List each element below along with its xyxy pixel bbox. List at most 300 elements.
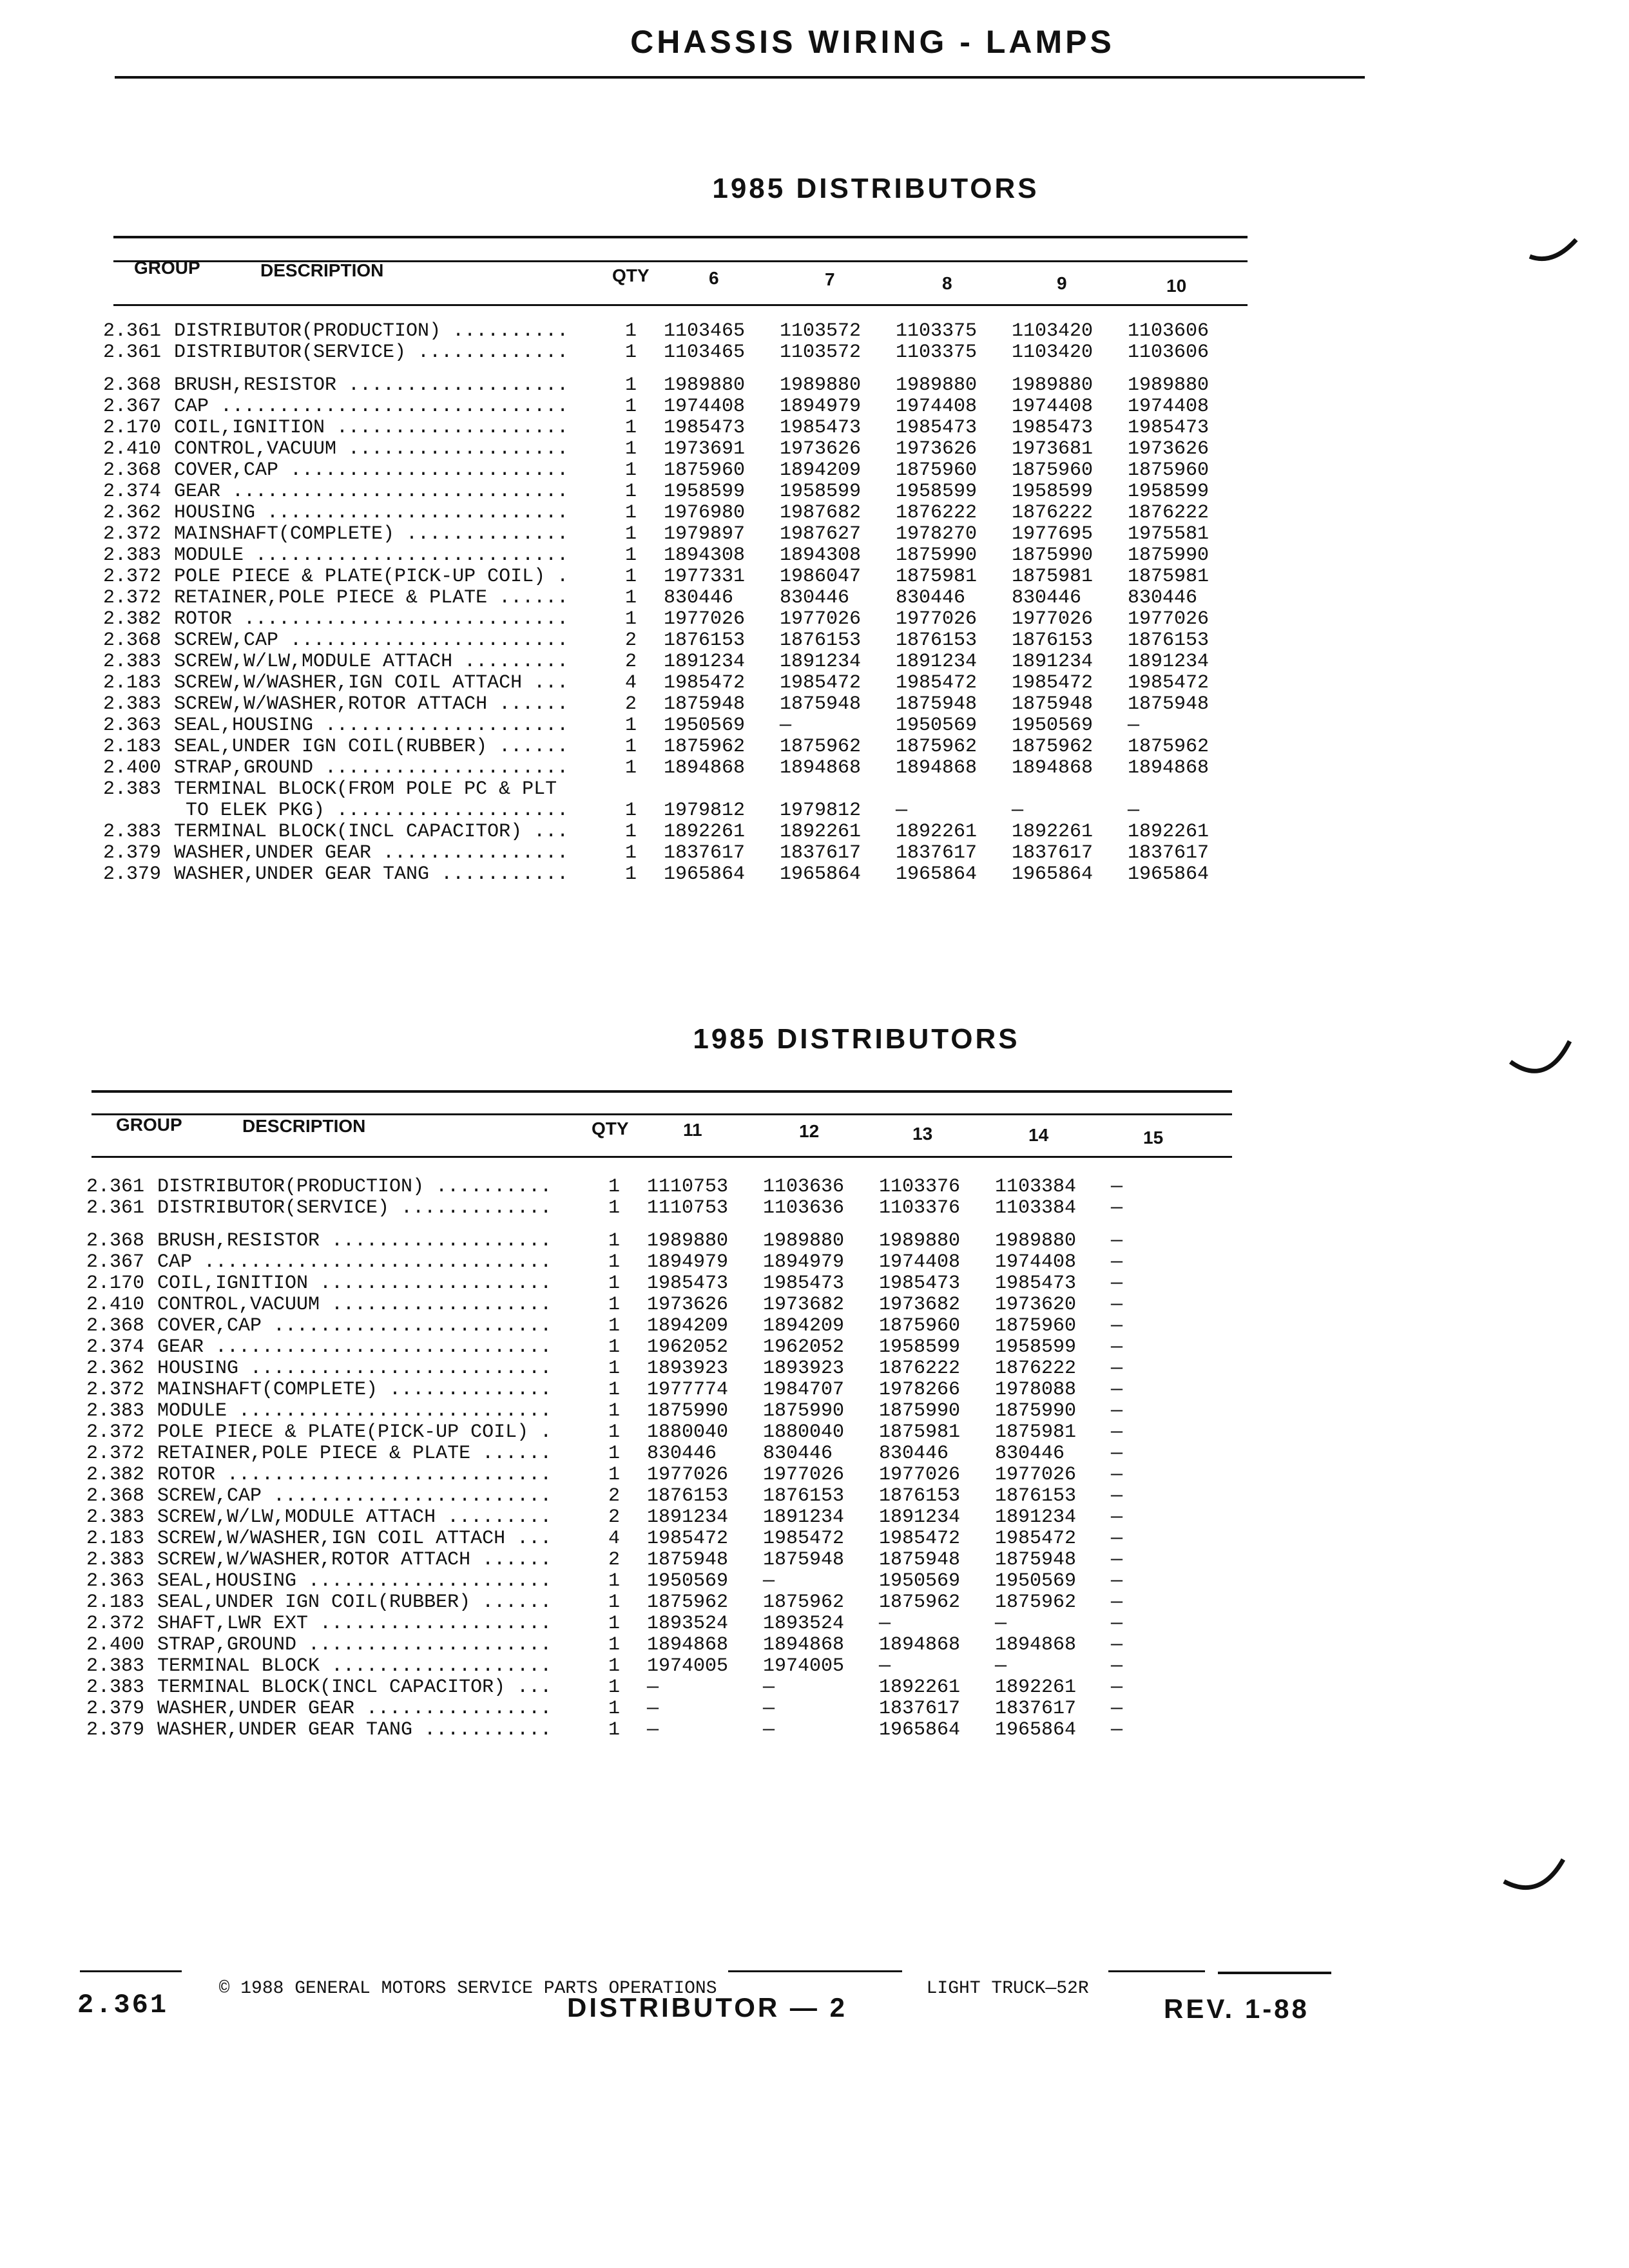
part-number: 1891234: [1012, 651, 1094, 673]
part-number: 1965864: [879, 1719, 961, 1741]
part-number: 1985472: [664, 672, 746, 694]
part-number: 830446: [879, 1443, 949, 1465]
part-number: 1103384: [995, 1197, 1077, 1219]
part-number: 1965864: [780, 863, 862, 885]
group-code: 2.383: [86, 1506, 144, 1528]
part-number: 1875962: [1012, 736, 1094, 758]
header-qty: QTY: [592, 1119, 629, 1139]
part-description: SCREW,W/WASHER,IGN COIL ATTACH ...: [157, 1528, 552, 1550]
table-row: [54, 1571, 1233, 1592]
part-number: 1875962: [995, 1591, 1077, 1613]
part-qty: 2: [625, 629, 637, 651]
part-number: 1103384: [995, 1176, 1077, 1198]
part-number: —: [1012, 800, 1024, 822]
part-number: 1103572: [780, 320, 862, 342]
part-number: 1977026: [896, 608, 978, 630]
part-number: 1894979: [647, 1251, 729, 1273]
part-number: 1974408: [664, 396, 746, 418]
part-number: 1891234: [647, 1506, 729, 1528]
part-qty: 2: [608, 1485, 621, 1507]
part-number: 1977026: [780, 608, 862, 630]
part-number: 830446: [664, 587, 734, 609]
table-row: [71, 396, 1250, 418]
part-qty: 1: [608, 1634, 621, 1656]
part-number: 1837617: [664, 842, 746, 864]
part-number: 1875960: [1012, 459, 1094, 481]
group-code: 2.383: [86, 1655, 144, 1677]
part-number: 1965864: [664, 863, 746, 885]
part-qty: 1: [625, 800, 637, 822]
part-number: 1103375: [896, 341, 978, 363]
part-qty: 1: [608, 1273, 621, 1294]
part-number: 1978266: [879, 1379, 961, 1401]
part-number: 1876153: [879, 1485, 961, 1507]
table-row: [71, 736, 1250, 758]
part-number: —: [879, 1613, 891, 1635]
part-number: —: [1111, 1176, 1123, 1198]
part-number: 1891234: [995, 1506, 1077, 1528]
part-qty: 1: [608, 1421, 621, 1443]
part-number: 1974408: [1012, 396, 1094, 418]
header-col-11: 11: [683, 1120, 702, 1140]
header-col-15: 15: [1143, 1128, 1164, 1148]
part-number: 1875990: [1128, 544, 1210, 566]
part-description: SCREW,W/WASHER,ROTOR ATTACH ......: [174, 694, 569, 715]
table-row: [54, 1486, 1233, 1507]
table-2-top-rule: [92, 1090, 1232, 1093]
group-code: 2.368: [86, 1315, 144, 1337]
part-number: 1989880: [647, 1230, 729, 1252]
part-qty: 1: [608, 1655, 621, 1677]
part-description: SEAL,UNDER IGN COIL(RUBBER) ......: [174, 736, 569, 758]
part-number: —: [1111, 1464, 1123, 1486]
part-description: CONTROL,VACUUM ...................: [174, 439, 569, 460]
part-number: 1103606: [1128, 341, 1210, 363]
part-qty: 1: [625, 736, 637, 758]
table-row: [71, 673, 1250, 694]
part-number: 1891234: [896, 651, 978, 673]
part-description: SCREW,CAP ........................: [174, 630, 569, 651]
footer-section-number: 2.361: [77, 1990, 169, 2021]
part-number: 1875948: [995, 1549, 1077, 1571]
part-qty: 1: [625, 523, 637, 545]
part-qty: 1: [625, 757, 637, 779]
group-code: 2.372: [86, 1379, 144, 1401]
part-description: TERMINAL BLOCK(FROM POLE PC & PLT: [174, 779, 557, 800]
part-description: MAINSHAFT(COMPLETE) ..............: [174, 524, 569, 545]
header-col-8: 8: [942, 273, 952, 293]
part-number: 1989880: [763, 1230, 845, 1252]
part-number: —: [995, 1655, 1007, 1677]
part-number: 1985472: [780, 672, 862, 694]
part-description: COIL,IGNITION ....................: [174, 418, 569, 439]
parts-table-1: [71, 321, 1250, 885]
table-row: [71, 715, 1250, 736]
header-col-6: 6: [709, 268, 719, 288]
group-code: 2.383: [102, 778, 161, 800]
table-row: [71, 779, 1250, 800]
part-number: —: [1111, 1443, 1123, 1465]
part-number: 1103420: [1012, 320, 1094, 342]
part-description: STRAP,GROUND .....................: [174, 758, 569, 779]
part-number: 1965864: [1128, 863, 1210, 885]
part-number: 1876153: [780, 629, 862, 651]
part-number: 1875990: [1012, 544, 1094, 566]
group-code: 2.367: [86, 1251, 144, 1273]
part-description: WASHER,UNDER GEAR ................: [157, 1698, 552, 1720]
part-qty: 1: [625, 438, 637, 460]
table-1-header: [134, 256, 1242, 302]
binder-mark-1: [1527, 232, 1585, 271]
group-code: 2.372: [102, 587, 161, 609]
table-row: [54, 1198, 1233, 1219]
section-title-1: 1985 DISTRIBUTORS: [712, 173, 1039, 204]
table-row: [54, 1273, 1233, 1294]
part-number: —: [1128, 715, 1140, 736]
part-number: 1875962: [664, 736, 746, 758]
group-code: 2.372: [102, 523, 161, 545]
part-number: 1875990: [879, 1400, 961, 1422]
group-code: 2.372: [86, 1421, 144, 1443]
part-number: 1985473: [780, 417, 862, 439]
part-qty: 1: [608, 1613, 621, 1635]
part-qty: 1: [608, 1358, 621, 1379]
table-row: [71, 545, 1250, 566]
group-code: 2.170: [102, 417, 161, 439]
group-code: 2.383: [102, 821, 161, 843]
part-number: 1875948: [780, 693, 862, 715]
part-number: —: [1111, 1358, 1123, 1379]
part-number: 1973681: [1012, 438, 1094, 460]
part-description: DISTRIBUTOR(SERVICE) .............: [157, 1198, 552, 1219]
page-title-text: CHASSIS WIRING - LAMPS: [630, 24, 1115, 60]
part-number: 1950569: [995, 1570, 1077, 1592]
group-code: 2.372: [102, 566, 161, 588]
header-qty: QTY: [612, 265, 650, 285]
part-number: —: [1128, 800, 1140, 822]
part-number: 1985472: [763, 1528, 845, 1550]
table-row: [54, 1613, 1233, 1635]
part-description: COVER,CAP ........................: [174, 460, 569, 481]
group-code: 2.367: [102, 396, 161, 418]
part-number: 1875990: [763, 1400, 845, 1422]
part-number: 1977695: [1012, 523, 1094, 545]
part-number: 1892261: [664, 821, 746, 843]
part-number: 1110753: [647, 1197, 729, 1219]
part-number: —: [1111, 1570, 1123, 1592]
part-number: 1876153: [1128, 629, 1210, 651]
part-number: 1875948: [647, 1549, 729, 1571]
part-number: —: [1111, 1273, 1123, 1294]
part-number: 1974408: [1128, 396, 1210, 418]
part-number: 1876222: [995, 1358, 1077, 1379]
part-description: TERMINAL BLOCK ...................: [157, 1656, 552, 1677]
part-number: 1977026: [1012, 608, 1094, 630]
part-number: —: [763, 1719, 775, 1741]
part-number: 1103465: [664, 341, 746, 363]
table-row: [71, 864, 1250, 885]
header-description: DESCRIPTION: [260, 260, 384, 280]
part-number: 1876222: [896, 502, 978, 524]
part-number: 1975581: [1128, 523, 1210, 545]
part-number: 1965864: [896, 863, 978, 885]
part-number: 1892261: [1012, 821, 1094, 843]
part-number: 1875948: [1128, 693, 1210, 715]
group-code: 2.361: [86, 1176, 144, 1198]
part-number: —: [1111, 1698, 1123, 1720]
part-number: 1894868: [664, 757, 746, 779]
binder-mark-3: [1501, 1856, 1572, 1907]
header-col-12: 12: [799, 1121, 820, 1141]
part-qty: 1: [608, 1176, 621, 1198]
part-number: —: [763, 1698, 775, 1720]
table-row: [54, 1177, 1233, 1198]
part-qty: 1: [608, 1251, 621, 1273]
group-code: 2.379: [86, 1698, 144, 1720]
part-number: 1875981: [1128, 566, 1210, 588]
table-row: [54, 1465, 1233, 1486]
part-number: 1965864: [995, 1719, 1077, 1741]
part-description: TO ELEK PKG) ....................: [174, 800, 569, 822]
part-number: 1974408: [995, 1251, 1077, 1273]
part-number: 1973691: [664, 438, 746, 460]
part-number: —: [1111, 1655, 1123, 1677]
table-row: [71, 503, 1250, 524]
part-qty: 1: [625, 502, 637, 524]
part-description: ROTOR ............................: [157, 1465, 552, 1486]
part-number: 1876153: [1012, 629, 1094, 651]
part-number: —: [780, 715, 792, 736]
part-number: 1973626: [1128, 438, 1210, 460]
table-row: [54, 1635, 1233, 1656]
group-code: 2.361: [86, 1197, 144, 1219]
header-col-9: 9: [1057, 273, 1067, 293]
part-number: 1875960: [1128, 459, 1210, 481]
part-number: 1892261: [879, 1677, 961, 1698]
part-number: 1875962: [896, 736, 978, 758]
part-description: SCREW,W/LW,MODULE ATTACH .........: [174, 651, 569, 673]
part-qty: 1: [608, 1315, 621, 1337]
group-code: 2.382: [102, 608, 161, 630]
part-number: 1875948: [763, 1549, 845, 1571]
part-number: 1876222: [879, 1358, 961, 1379]
title-rule: [115, 76, 1365, 79]
table-1-top-rule: [113, 236, 1248, 238]
part-number: —: [763, 1677, 775, 1698]
part-number: 830446: [995, 1443, 1065, 1465]
part-number: 1875960: [995, 1315, 1077, 1337]
part-qty: 2: [608, 1549, 621, 1571]
part-number: —: [1111, 1336, 1123, 1358]
part-number: 1875948: [879, 1549, 961, 1571]
part-number: 1892261: [995, 1677, 1077, 1698]
part-number: 1985473: [995, 1273, 1077, 1294]
table-2-header: [116, 1113, 1224, 1158]
part-number: 1894868: [780, 757, 862, 779]
part-number: —: [1111, 1591, 1123, 1613]
part-number: 1103606: [1128, 320, 1210, 342]
part-description: POLE PIECE & PLATE(PICK-UP COIL) .: [174, 566, 569, 588]
part-qty: 1: [625, 320, 637, 342]
part-number: 1985473: [879, 1273, 961, 1294]
group-code: 2.383: [102, 651, 161, 673]
part-number: 1875948: [664, 693, 746, 715]
part-number: 1973626: [647, 1294, 729, 1316]
part-number: —: [1111, 1506, 1123, 1528]
part-qty: 1: [625, 374, 637, 396]
group-code: 2.383: [86, 1400, 144, 1422]
part-number: 1894209: [647, 1315, 729, 1337]
part-number: 1893524: [647, 1613, 729, 1635]
part-description: POLE PIECE & PLATE(PICK-UP COIL) .: [157, 1422, 552, 1443]
part-qty: 1: [625, 341, 637, 363]
part-description: DISTRIBUTOR(SERVICE) .............: [174, 342, 569, 363]
part-number: 1894209: [763, 1315, 845, 1337]
part-number: 1837617: [879, 1698, 961, 1720]
part-number: 1989880: [780, 374, 862, 396]
part-number: 1103376: [879, 1197, 961, 1219]
part-description: GEAR .............................: [174, 481, 569, 503]
part-number: 1962052: [763, 1336, 845, 1358]
group-code: 2.374: [102, 481, 161, 503]
group-code: 2.183: [86, 1528, 144, 1550]
part-number: 1891234: [1128, 651, 1210, 673]
part-number: 1973682: [763, 1294, 845, 1316]
part-number: 1974408: [896, 396, 978, 418]
part-qty: 1: [625, 544, 637, 566]
group-code: 2.368: [102, 629, 161, 651]
table-row: [54, 1379, 1233, 1401]
part-number: 1958599: [1012, 481, 1094, 503]
table-row: [54, 1656, 1233, 1677]
table-row: [71, 439, 1250, 460]
part-description: ROTOR ............................: [174, 609, 569, 630]
part-description: RETAINER,POLE PIECE & PLATE ......: [157, 1443, 552, 1465]
group-code: 2.379: [86, 1719, 144, 1741]
part-number: 1894868: [879, 1634, 961, 1656]
part-number: 1958599: [879, 1336, 961, 1358]
group-code: 2.361: [102, 341, 161, 363]
group-code: 2.183: [86, 1591, 144, 1613]
part-number: 1985473: [1012, 417, 1094, 439]
part-description: TERMINAL BLOCK(INCL CAPACITOR) ...: [157, 1677, 552, 1698]
part-number: 1875981: [995, 1421, 1077, 1443]
header-col-7: 7: [825, 269, 835, 289]
part-number: —: [647, 1719, 659, 1741]
part-number: 1875981: [1012, 566, 1094, 588]
part-number: 1979812: [664, 800, 746, 822]
table-row: [71, 694, 1250, 715]
part-number: 1977774: [647, 1379, 729, 1401]
part-number: 1875962: [780, 736, 862, 758]
part-number: 1894308: [780, 544, 862, 566]
part-number: 1103465: [664, 320, 746, 342]
table-row: [71, 822, 1250, 843]
group-code: 2.368: [86, 1485, 144, 1507]
part-number: 1893923: [763, 1358, 845, 1379]
part-number: 1989880: [995, 1230, 1077, 1252]
part-qty: 4: [608, 1528, 621, 1550]
part-number: 1894209: [780, 459, 862, 481]
part-number: 1989880: [879, 1230, 961, 1252]
part-qty: 2: [608, 1506, 621, 1528]
group-code: 2.374: [86, 1336, 144, 1358]
part-qty: 1: [608, 1719, 621, 1741]
part-number: —: [763, 1570, 775, 1592]
part-number: 1894868: [647, 1634, 729, 1656]
part-description: WASHER,UNDER GEAR TANG ...........: [157, 1720, 552, 1741]
group-code: 2.400: [102, 757, 161, 779]
part-number: 1984707: [763, 1379, 845, 1401]
group-code: 2.362: [102, 502, 161, 524]
group-code: 2.383: [102, 693, 161, 715]
part-description: SEAL,HOUSING .....................: [157, 1571, 552, 1592]
footer-rule-far: [1218, 1972, 1331, 1974]
part-number: 1875948: [896, 693, 978, 715]
part-number: 1894868: [1128, 757, 1210, 779]
part-description: RETAINER,POLE PIECE & PLATE ......: [174, 588, 569, 609]
part-number: 1837617: [1012, 842, 1094, 864]
part-number: —: [896, 800, 908, 822]
part-number: 1894979: [763, 1251, 845, 1273]
part-number: 1880040: [647, 1421, 729, 1443]
part-description: DISTRIBUTOR(PRODUCTION) ..........: [157, 1177, 552, 1198]
part-description: DISTRIBUTOR(PRODUCTION) ..........: [174, 321, 569, 342]
header-description: DESCRIPTION: [242, 1116, 366, 1136]
part-qty: 1: [625, 459, 637, 481]
part-description: WASHER,UNDER GEAR ................: [174, 843, 569, 864]
table-row: [54, 1316, 1233, 1337]
part-description: GEAR .............................: [157, 1337, 552, 1358]
part-number: 1837617: [1128, 842, 1210, 864]
group-code: 2.183: [102, 736, 161, 758]
part-number: —: [1111, 1197, 1123, 1219]
part-number: —: [1111, 1251, 1123, 1273]
part-number: —: [647, 1698, 659, 1720]
part-number: 1962052: [647, 1336, 729, 1358]
part-description: MODULE ...........................: [157, 1401, 552, 1422]
part-number: —: [1111, 1294, 1123, 1316]
part-qty: 1: [625, 587, 637, 609]
group-code: 2.400: [86, 1634, 144, 1656]
part-number: 1876153: [896, 629, 978, 651]
part-number: 1875990: [647, 1400, 729, 1422]
table-row: [71, 609, 1250, 630]
part-number: 1875960: [896, 459, 978, 481]
group-code: 2.372: [86, 1443, 144, 1465]
part-number: 1973620: [995, 1294, 1077, 1316]
part-number: 1875981: [879, 1421, 961, 1443]
part-qty: 1: [608, 1464, 621, 1486]
group-code: 2.379: [102, 842, 161, 864]
part-number: 1103636: [763, 1176, 845, 1198]
part-number: 830446: [780, 587, 850, 609]
part-number: —: [1111, 1379, 1123, 1401]
table-row: [71, 460, 1250, 481]
part-description: BRUSH,RESISTOR ...................: [174, 375, 569, 396]
part-number: 1891234: [664, 651, 746, 673]
part-description: CAP ..............................: [157, 1252, 552, 1273]
part-number: 1985473: [664, 417, 746, 439]
part-number: 1977026: [763, 1464, 845, 1486]
part-description: SEAL,UNDER IGN COIL(RUBBER) ......: [157, 1592, 552, 1613]
table-row: [71, 481, 1250, 503]
part-number: 1985473: [647, 1273, 729, 1294]
table-row: [54, 1677, 1233, 1698]
part-qty: 4: [625, 672, 637, 694]
part-number: 830446: [647, 1443, 717, 1465]
part-description: SCREW,W/WASHER,IGN COIL ATTACH ...: [174, 673, 569, 694]
